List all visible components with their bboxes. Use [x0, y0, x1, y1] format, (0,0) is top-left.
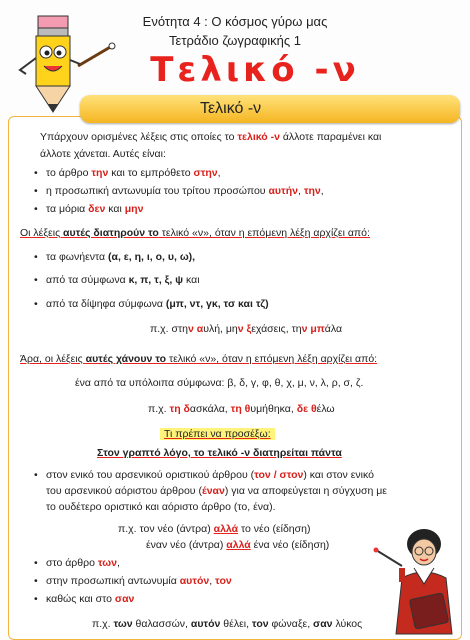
workbook-label: Τετράδιο ζωγραφικής 1: [169, 33, 301, 48]
ex-text: ασκάλα,: [189, 403, 231, 415]
item-text: και το εμπρόθετο: [108, 167, 194, 179]
list-item: [46, 184, 324, 198]
ex-bold: αυτόν: [190, 618, 221, 630]
item-text: στην προσωπική αντωνυμία: [46, 575, 180, 587]
example-drop-n: [148, 402, 335, 416]
item-red: μην: [124, 203, 144, 215]
item-bold: (μπ, ντ, γκ, τσ και τζ): [165, 298, 269, 310]
example-article-2: [146, 538, 329, 552]
item-text: στο άρθρο: [46, 557, 98, 569]
ex-text: ένα νέο (είδηση): [250, 539, 330, 551]
item-text: ,: [320, 185, 324, 197]
section-banner-title: Τελικό -ν: [200, 100, 262, 117]
ex-red: αλλά: [213, 523, 239, 535]
item-text: η προσωπική αντωνυμία του τρίτου προσώπου: [46, 185, 269, 197]
list-item: [46, 250, 195, 264]
list-item: [46, 574, 232, 588]
item-text: και: [105, 203, 125, 215]
list-item: [46, 468, 374, 482]
list-item: [46, 273, 200, 287]
rule-text: τελικό «ν», όταν η επόμενη λέξη αρχίζει από:: [158, 227, 370, 239]
ex-text: π.χ.: [92, 618, 114, 630]
ex-text: το νέο (είδηση): [238, 523, 311, 535]
item-red: σαν: [114, 593, 135, 605]
ex-text: έλω: [316, 403, 335, 415]
section-banner: [80, 95, 460, 123]
item-text: ,: [217, 167, 221, 179]
item-red: την: [303, 185, 321, 197]
ex-text: εχάσεις, τη: [251, 323, 302, 335]
rule-drop-n: [20, 352, 377, 366]
ex-text: υλή, μη: [203, 323, 238, 335]
intro-highlight: τελικό -ν: [237, 131, 280, 143]
unit-label: Ενότητα 4 : Ο κόσμος γύρω μας: [142, 14, 328, 29]
ex-red: αλλά: [226, 539, 251, 551]
ex-red: τη θ: [230, 403, 251, 415]
rule-bold: αυτές χάνουν το: [85, 353, 167, 365]
item-text: από τα σύμφωνα: [46, 274, 129, 286]
ex-red: δε θ: [296, 403, 317, 415]
ex-red: ν α: [187, 323, 204, 335]
list-item: [46, 166, 221, 180]
rule-text: Άρα, οι λέξεις: [20, 353, 86, 365]
rule-keep-n: [20, 226, 370, 240]
item-text: ,: [209, 575, 216, 587]
item-text: ) και στον ενικό: [303, 469, 374, 481]
ex-text: λύκος: [332, 618, 363, 630]
item-text: στον ενικό του αρσενικού οριστικού άρθρου (: [46, 469, 255, 481]
intro-text: Υπάρχουν ορισμένες λέξεις στις οποίες το: [40, 131, 238, 143]
ex-text: έναν νέο (άντρα): [146, 539, 227, 551]
rule-text: Οι λέξεις: [20, 227, 64, 239]
ex-text: θέλει,: [220, 618, 252, 630]
item-red: τον: [215, 575, 232, 587]
intro-line-1: [40, 130, 381, 144]
page-title: Τελικό -ν: [150, 50, 360, 90]
item-text: ) για να αποφεύγεται η σύγχυση με: [224, 485, 387, 497]
rule-text: τελικό «ν», όταν η επόμενη λέξη αρχίζει από:: [166, 353, 378, 365]
list-item: [46, 297, 269, 311]
ex-bold: των: [113, 618, 133, 630]
intro-line-2: άλλοτε χάνεται. Αυτές είναι:: [40, 148, 166, 160]
item-text: ,: [116, 557, 120, 569]
consonant-list: ένα από τα υπόλοιπα σύμφωνα: β, δ, γ, φ, θ, χ, μ, ν, λ, ρ, σ, ζ.: [75, 377, 364, 389]
ex-text: υμήθηκα,: [250, 403, 297, 415]
list-item: [46, 202, 143, 216]
item-text: τα φωνήεντα: [46, 251, 109, 263]
list-item-continued: το ουδέτερο οριστικό και αόριστο άρθρο (το, ένα).: [46, 501, 276, 513]
intro-text-end: άλλοτε παραμένει και: [279, 131, 382, 143]
ex-text: π.χ. στη: [150, 323, 188, 335]
item-red: την: [91, 167, 109, 179]
attention-heading: [160, 427, 275, 441]
teacher-character-illustration: [372, 522, 464, 636]
item-red: έναν: [201, 485, 225, 497]
item-text: καθώς και στο: [46, 593, 115, 605]
rule-bold: αυτές διατηρούν το: [63, 227, 159, 239]
ex-text: π.χ. τον νέο (άντρα): [118, 523, 214, 535]
item-bold: κ, π, τ, ξ, ψ: [128, 274, 184, 286]
ex-text: π.χ.: [148, 403, 170, 415]
ex-red: ν ξ: [237, 323, 252, 335]
example-keep-n: [150, 322, 342, 336]
ex-bold: τον: [251, 618, 269, 630]
item-red: δεν: [88, 203, 106, 215]
item-red: των: [97, 557, 117, 569]
written-rule: Στον γραπτό λόγο, το τελικό -ν διατηρείται πάντα: [97, 447, 342, 459]
example-article-1: [118, 522, 310, 536]
item-text: και: [183, 274, 200, 286]
ex-red: τη δ: [169, 403, 190, 415]
example-always-n: [92, 617, 362, 631]
ex-bold: σαν: [313, 618, 333, 630]
ex-text: άλα: [324, 323, 343, 335]
item-red: τον / στον: [254, 469, 304, 481]
attention-text: Τι πρέπει να προσέξω:: [160, 428, 275, 440]
item-text: από τα δίψηφα σύμφωνα: [46, 298, 166, 310]
item-red: αυτήν: [268, 185, 298, 197]
item-text: ,: [297, 185, 304, 197]
list-item: [46, 556, 120, 570]
item-text: τα μόρια: [46, 203, 89, 215]
ex-text: φώναξε,: [268, 618, 314, 630]
ex-text: θαλασσών,: [132, 618, 191, 630]
item-red: στην: [193, 167, 218, 179]
ex-red: ν μπ: [301, 323, 325, 335]
item-bold: (α, ε, η, ι, ο, υ, ω),: [108, 251, 196, 263]
item-red: αυτόν: [179, 575, 210, 587]
list-item: [46, 592, 134, 606]
item-text: του αρσενικού αόριστου άρθρου (: [46, 485, 202, 497]
item-text: το άρθρο: [46, 167, 92, 179]
list-item-continued: [46, 484, 387, 498]
